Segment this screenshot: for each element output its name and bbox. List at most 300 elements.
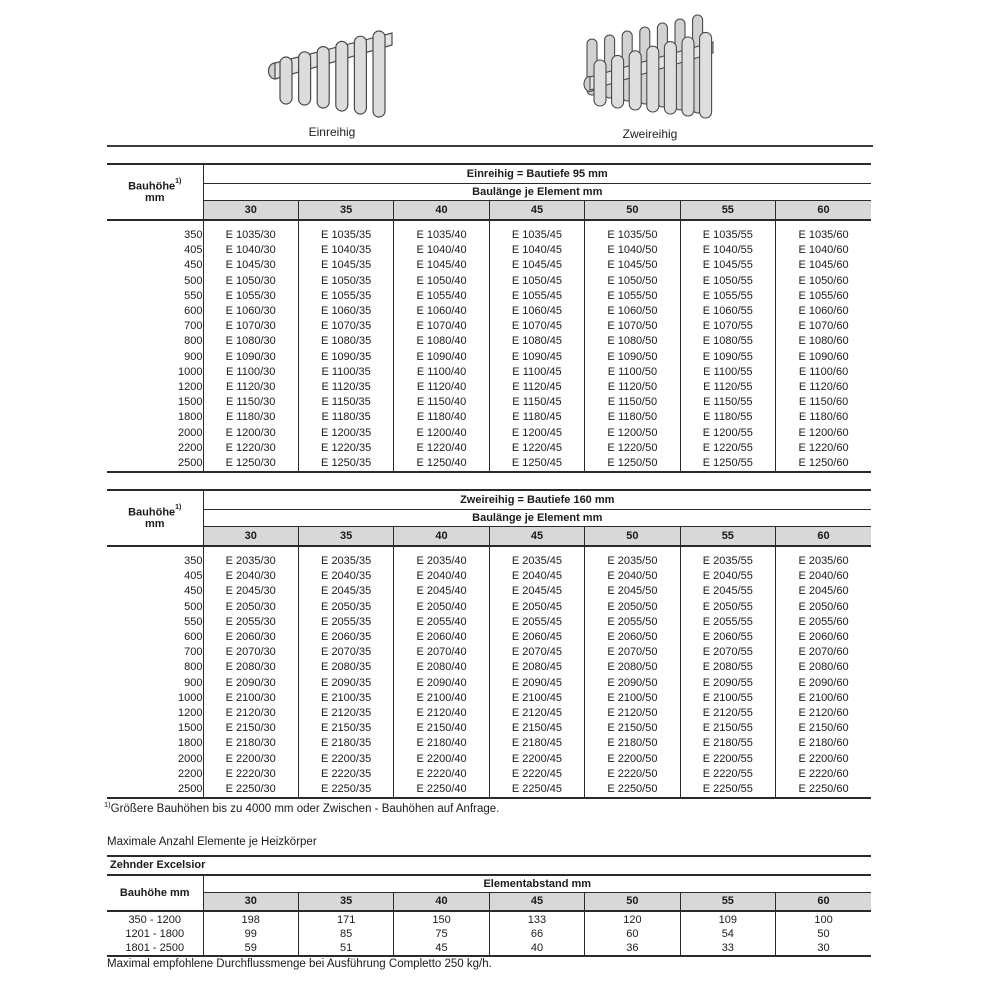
model-cell: E 1100/45: [489, 365, 584, 380]
column-header: 40: [394, 893, 489, 912]
model-cell: E 2040/55: [680, 569, 775, 584]
model-cell: E 1090/60: [776, 350, 871, 365]
model-cell: E 1055/35: [298, 289, 393, 304]
model-cell: E 1180/50: [585, 410, 680, 425]
row-label: 1500: [107, 721, 203, 736]
model-cell: E 2100/30: [203, 691, 298, 706]
model-cell: E 1045/35: [298, 258, 393, 273]
table-title: Elementabstand mm: [203, 875, 871, 893]
footnote-text: Größere Bauhöhen bis zu 4000 mm oder Zwischen - Bauhöhen auf Anfrage.: [110, 802, 500, 815]
model-cell: E 2060/30: [203, 630, 298, 645]
model-cell: E 1050/45: [489, 274, 584, 289]
model-cell: E 1080/35: [298, 334, 393, 349]
model-cell: E 2035/40: [394, 546, 489, 569]
model-cell: E 2050/55: [680, 600, 775, 615]
model-cell: E 1120/55: [680, 380, 775, 395]
count-cell: 60: [585, 927, 680, 941]
model-cell: E 2150/55: [680, 721, 775, 736]
row-label: 550: [107, 615, 203, 630]
row-label: 1500: [107, 395, 203, 410]
model-cell: E 1045/30: [203, 258, 298, 273]
model-cell: E 2045/55: [680, 584, 775, 599]
model-cell: E 1220/45: [489, 441, 584, 456]
row-axis-label: Bauhöhe$^{1)}$: [128, 178, 182, 193]
column-header: 55: [680, 201, 775, 221]
model-cell: E 1180/55: [680, 410, 775, 425]
count-cell: 59: [203, 941, 298, 956]
model-cell: E 2090/60: [776, 676, 871, 691]
model-cell: E 2080/50: [585, 660, 680, 675]
model-cell: E 2060/60: [776, 630, 871, 645]
model-cell: E 1250/55: [680, 456, 775, 472]
model-cell: E 2080/45: [489, 660, 584, 675]
table-row: [107, 676, 871, 691]
column-header: 50: [585, 527, 680, 547]
model-cell: E 1050/35: [298, 274, 393, 289]
count-cell: 150: [394, 911, 489, 927]
column-header: 35: [298, 527, 393, 547]
model-cell: E 1200/50: [585, 425, 680, 440]
model-cell: E 2035/50: [585, 546, 680, 569]
radiator-single-row-figure: [262, 12, 402, 139]
model-cell: E 2150/30: [203, 721, 298, 736]
count-cell: 75: [394, 927, 489, 941]
model-cell: E 2150/50: [585, 721, 680, 736]
model-cell: E 2035/30: [203, 546, 298, 569]
model-cell: E 1100/50: [585, 365, 680, 380]
model-cell: E 2040/30: [203, 569, 298, 584]
model-cell: E 1090/35: [298, 350, 393, 365]
model-cell: E 2150/45: [489, 721, 584, 736]
column-header: 30: [203, 201, 298, 221]
column-header: 55: [680, 893, 775, 912]
model-cell: E 2040/40: [394, 569, 489, 584]
model-cell: E 2250/60: [776, 782, 871, 798]
model-cell: E 1040/30: [203, 243, 298, 258]
model-cell: E 2060/55: [680, 630, 775, 645]
model-cell: E 2180/50: [585, 736, 680, 751]
model-cell: E 1120/30: [203, 380, 298, 395]
model-cell: E 1200/40: [394, 425, 489, 440]
model-cell: E 1100/35: [298, 365, 393, 380]
column-header: 30: [203, 527, 298, 547]
model-cell: E 2035/35: [298, 546, 393, 569]
table-row: [107, 751, 871, 766]
count-cell: 109: [680, 911, 775, 927]
model-cell: E 1035/45: [489, 220, 584, 243]
table-row: [107, 319, 871, 334]
model-cell: E 2055/30: [203, 615, 298, 630]
table-row: [107, 350, 871, 365]
model-cell: E 1055/50: [585, 289, 680, 304]
model-cell: E 2070/50: [585, 645, 680, 660]
model-cell: E 2035/60: [776, 546, 871, 569]
row-axis-unit: mm: [144, 191, 165, 204]
model-cell: E 1120/50: [585, 380, 680, 395]
model-cell: E 1150/35: [298, 395, 393, 410]
model-cell: E 2200/50: [585, 751, 680, 766]
row-label: 1800: [107, 736, 203, 751]
count-cell: 50: [776, 927, 871, 941]
row-axis-unit: mm: [144, 517, 165, 530]
table-row: [107, 546, 871, 569]
model-cell: E 2060/45: [489, 630, 584, 645]
row-axis-header: Bauhöhe mm: [107, 875, 203, 911]
row-axis-footnote-marker: 1): [175, 178, 182, 186]
model-cell: E 2090/30: [203, 676, 298, 691]
model-cell: E 2040/35: [298, 569, 393, 584]
model-cell: E 2100/45: [489, 691, 584, 706]
model-cell: E 1120/35: [298, 380, 393, 395]
table-row: [107, 289, 871, 304]
row-label: 1800: [107, 410, 203, 425]
section-divider: [107, 145, 873, 147]
model-cell: E 2220/30: [203, 767, 298, 782]
model-cell: E 2070/60: [776, 645, 871, 660]
column-header: 50: [585, 893, 680, 912]
model-cell: E 1035/50: [585, 220, 680, 243]
model-cell: E 1060/40: [394, 304, 489, 319]
double-row-radiator-icon: [575, 8, 725, 120]
model-cell: E 1050/30: [203, 274, 298, 289]
model-cell: E 2100/40: [394, 691, 489, 706]
column-header: 45: [489, 201, 584, 221]
model-cell: E 1070/30: [203, 319, 298, 334]
model-cell: E 1055/40: [394, 289, 489, 304]
model-cell: E 2045/35: [298, 584, 393, 599]
model-cell: E 2220/40: [394, 767, 489, 782]
brand-title: Zehnder Excelsior: [107, 856, 871, 875]
row-label: 350 - 1200: [107, 911, 203, 927]
model-cell: E 2120/35: [298, 706, 393, 721]
model-cell: E 1040/40: [394, 243, 489, 258]
model-cell: E 1090/55: [680, 350, 775, 365]
model-cell: E 2120/40: [394, 706, 489, 721]
model-cell: E 2180/35: [298, 736, 393, 751]
footnote: [104, 800, 499, 815]
row-label: 2500: [107, 782, 203, 798]
model-cell: E 1035/40: [394, 220, 489, 243]
model-cell: E 2180/40: [394, 736, 489, 751]
model-cell: E 1090/50: [585, 350, 680, 365]
model-cell: E 2040/60: [776, 569, 871, 584]
count-cell: 133: [489, 911, 584, 927]
table-row: [107, 334, 871, 349]
row-label: 1000: [107, 691, 203, 706]
model-cell: E 1060/45: [489, 304, 584, 319]
column-header: 35: [298, 201, 393, 221]
model-cell: E 2050/30: [203, 600, 298, 615]
count-cell: 120: [585, 911, 680, 927]
flow-rate-note: Maximal empfohlene Durchflussmenge bei Ausführung Completto 250 kg/h.: [107, 958, 492, 970]
table-row: [107, 706, 871, 721]
model-cell: E 1250/35: [298, 456, 393, 472]
model-cell: E 2060/35: [298, 630, 393, 645]
model-cell: E 1045/50: [585, 258, 680, 273]
figure-label-einreihig: Einreihig: [308, 125, 356, 139]
model-cell: E 1040/60: [776, 243, 871, 258]
row-label: 700: [107, 645, 203, 660]
table-row: [107, 911, 871, 927]
einreihig-spec-table: [107, 163, 871, 473]
model-cell: E 2040/50: [585, 569, 680, 584]
model-cell: E 2080/40: [394, 660, 489, 675]
model-cell: E 2040/45: [489, 569, 584, 584]
count-cell: 99: [203, 927, 298, 941]
model-cell: E 2120/55: [680, 706, 775, 721]
model-cell: E 1120/40: [394, 380, 489, 395]
model-cell: E 1220/35: [298, 441, 393, 456]
model-cell: E 2055/45: [489, 615, 584, 630]
model-cell: E 1180/35: [298, 410, 393, 425]
column-header: 35: [298, 893, 393, 912]
table-row: [107, 660, 871, 675]
table-row: [107, 569, 871, 584]
model-cell: E 1045/40: [394, 258, 489, 273]
model-cell: E 1200/45: [489, 425, 584, 440]
model-cell: E 2050/45: [489, 600, 584, 615]
row-label: 500: [107, 274, 203, 289]
model-cell: E 1220/50: [585, 441, 680, 456]
model-cell: E 2070/35: [298, 645, 393, 660]
table-row: [107, 615, 871, 630]
row-label: 1000: [107, 365, 203, 380]
model-cell: E 2055/55: [680, 615, 775, 630]
model-cell: E 1250/30: [203, 456, 298, 472]
table-row: [107, 243, 871, 258]
row-label: 1201 - 1800: [107, 927, 203, 941]
model-cell: E 2035/55: [680, 546, 775, 569]
model-cell: E 2100/60: [776, 691, 871, 706]
model-cell: E 1120/60: [776, 380, 871, 395]
model-cell: E 2055/50: [585, 615, 680, 630]
table-row: [107, 425, 871, 440]
model-cell: E 2080/60: [776, 660, 871, 675]
row-axis-label: Bauhöhe$^{1)}$: [128, 504, 182, 519]
model-cell: E 2150/60: [776, 721, 871, 736]
model-cell: E 1070/45: [489, 319, 584, 334]
row-label: 450: [107, 584, 203, 599]
model-cell: E 1035/35: [298, 220, 393, 243]
row-label: 2000: [107, 751, 203, 766]
row-label: 450: [107, 258, 203, 273]
count-cell: 33: [680, 941, 775, 956]
model-cell: E 1250/45: [489, 456, 584, 472]
model-cell: E 1045/60: [776, 258, 871, 273]
count-cell: 198: [203, 911, 298, 927]
column-header: 40: [394, 201, 489, 221]
model-cell: E 1050/60: [776, 274, 871, 289]
model-cell: E 1090/45: [489, 350, 584, 365]
row-label: 350: [107, 220, 203, 243]
count-cell: 51: [298, 941, 393, 956]
row-label: 600: [107, 630, 203, 645]
model-cell: E 2250/45: [489, 782, 584, 798]
model-cell: E 1050/40: [394, 274, 489, 289]
row-label: 1801 - 2500: [107, 941, 203, 956]
model-cell: E 1045/55: [680, 258, 775, 273]
table-row: [107, 584, 871, 599]
model-cell: E 1040/50: [585, 243, 680, 258]
model-cell: E 2120/60: [776, 706, 871, 721]
row-label: 800: [107, 334, 203, 349]
model-cell: E 2050/40: [394, 600, 489, 615]
model-cell: E 1250/40: [394, 456, 489, 472]
model-cell: E 2250/50: [585, 782, 680, 798]
model-cell: E 1150/40: [394, 395, 489, 410]
zweireihig-spec-table: [107, 489, 871, 799]
table-row: [107, 630, 871, 645]
model-cell: E 2220/50: [585, 767, 680, 782]
model-cell: E 2250/55: [680, 782, 775, 798]
count-cell: 45: [394, 941, 489, 956]
model-cell: E 1080/40: [394, 334, 489, 349]
model-cell: E 1090/30: [203, 350, 298, 365]
model-cell: E 2250/30: [203, 782, 298, 798]
row-label: 2200: [107, 441, 203, 456]
model-cell: E 2045/40: [394, 584, 489, 599]
row-label: 550: [107, 289, 203, 304]
model-cell: E 2250/35: [298, 782, 393, 798]
model-cell: E 2050/60: [776, 600, 871, 615]
model-cell: E 2120/45: [489, 706, 584, 721]
column-header: 60: [776, 893, 871, 912]
model-cell: E 2045/60: [776, 584, 871, 599]
model-cell: E 1180/40: [394, 410, 489, 425]
row-label: 900: [107, 350, 203, 365]
row-label: 2500: [107, 456, 203, 472]
model-cell: E 1120/45: [489, 380, 584, 395]
model-cell: E 2200/55: [680, 751, 775, 766]
model-cell: E 1055/45: [489, 289, 584, 304]
model-cell: E 2060/50: [585, 630, 680, 645]
model-cell: E 2180/55: [680, 736, 775, 751]
model-cell: E 2150/40: [394, 721, 489, 736]
model-cell: E 1070/40: [394, 319, 489, 334]
model-cell: E 1080/30: [203, 334, 298, 349]
model-cell: E 2220/55: [680, 767, 775, 782]
model-cell: E 1040/55: [680, 243, 775, 258]
model-cell: E 1035/60: [776, 220, 871, 243]
model-cell: E 1080/45: [489, 334, 584, 349]
table-row: [107, 220, 871, 243]
model-cell: E 2200/30: [203, 751, 298, 766]
count-cell: 100: [776, 911, 871, 927]
table-subtitle: Baulänge je Element mm: [203, 184, 871, 201]
model-cell: E 1220/55: [680, 441, 775, 456]
model-cell: E 1100/60: [776, 365, 871, 380]
model-cell: E 2250/40: [394, 782, 489, 798]
model-cell: E 2045/45: [489, 584, 584, 599]
table-row: [107, 441, 871, 456]
model-cell: E 1150/50: [585, 395, 680, 410]
column-header: 60: [776, 527, 871, 547]
table-subtitle: Baulänge je Element mm: [203, 510, 871, 527]
model-cell: E 1220/60: [776, 441, 871, 456]
model-cell: E 2120/30: [203, 706, 298, 721]
model-cell: E 2070/45: [489, 645, 584, 660]
figure-label-zweireihig: Zweireihig: [622, 127, 678, 141]
model-cell: E 1070/55: [680, 319, 775, 334]
model-cell: E 2090/45: [489, 676, 584, 691]
table-row: [107, 304, 871, 319]
model-cell: E 1100/40: [394, 365, 489, 380]
model-cell: E 2100/35: [298, 691, 393, 706]
row-axis-header: [107, 490, 203, 546]
model-cell: E 1045/45: [489, 258, 584, 273]
model-cell: E 2035/45: [489, 546, 584, 569]
row-axis-footnote-marker: 1): [175, 504, 182, 512]
model-cell: E 2080/30: [203, 660, 298, 675]
model-cell: E 1100/30: [203, 365, 298, 380]
table-row: [107, 410, 871, 425]
table-row: [107, 600, 871, 615]
model-cell: E 1070/50: [585, 319, 680, 334]
model-cell: E 1060/55: [680, 304, 775, 319]
column-header: 50: [585, 201, 680, 221]
row-label: 900: [107, 676, 203, 691]
count-cell: 85: [298, 927, 393, 941]
model-cell: E 1090/40: [394, 350, 489, 365]
row-label: 800: [107, 660, 203, 675]
table-row: [107, 927, 871, 941]
model-cell: E 2080/55: [680, 660, 775, 675]
max-elements-table: [107, 855, 871, 957]
table-row: [107, 736, 871, 751]
model-cell: E 2200/45: [489, 751, 584, 766]
model-cell: E 2060/40: [394, 630, 489, 645]
model-cell: E 1060/50: [585, 304, 680, 319]
row-label: 1200: [107, 380, 203, 395]
model-cell: E 1150/45: [489, 395, 584, 410]
column-header: 45: [489, 527, 584, 547]
count-cell: 54: [680, 927, 775, 941]
model-cell: E 2070/55: [680, 645, 775, 660]
model-cell: E 2050/50: [585, 600, 680, 615]
model-cell: E 1055/55: [680, 289, 775, 304]
table-row: [107, 782, 871, 798]
single-row-radiator-icon: [262, 12, 402, 118]
model-cell: E 1220/30: [203, 441, 298, 456]
count-cell: 30: [776, 941, 871, 956]
table-row: [107, 258, 871, 273]
row-label: 2000: [107, 425, 203, 440]
model-cell: E 2090/40: [394, 676, 489, 691]
row-label: 700: [107, 319, 203, 334]
model-cell: E 2120/50: [585, 706, 680, 721]
count-cell: 40: [489, 941, 584, 956]
column-header: 60: [776, 201, 871, 221]
row-label: 600: [107, 304, 203, 319]
model-cell: E 1055/30: [203, 289, 298, 304]
column-header: 30: [203, 893, 298, 912]
model-cell: E 2180/45: [489, 736, 584, 751]
model-cell: E 2180/60: [776, 736, 871, 751]
model-cell: E 1250/60: [776, 456, 871, 472]
model-cell: E 2070/30: [203, 645, 298, 660]
model-cell: E 2090/35: [298, 676, 393, 691]
model-cell: E 1200/30: [203, 425, 298, 440]
table-row: [107, 721, 871, 736]
row-label: 500: [107, 600, 203, 615]
model-cell: E 1150/60: [776, 395, 871, 410]
model-cell: E 2180/30: [203, 736, 298, 751]
column-header: 45: [489, 893, 584, 912]
table-row: [107, 456, 871, 472]
row-label: 350: [107, 546, 203, 569]
model-cell: E 1035/55: [680, 220, 775, 243]
model-cell: E 1150/55: [680, 395, 775, 410]
